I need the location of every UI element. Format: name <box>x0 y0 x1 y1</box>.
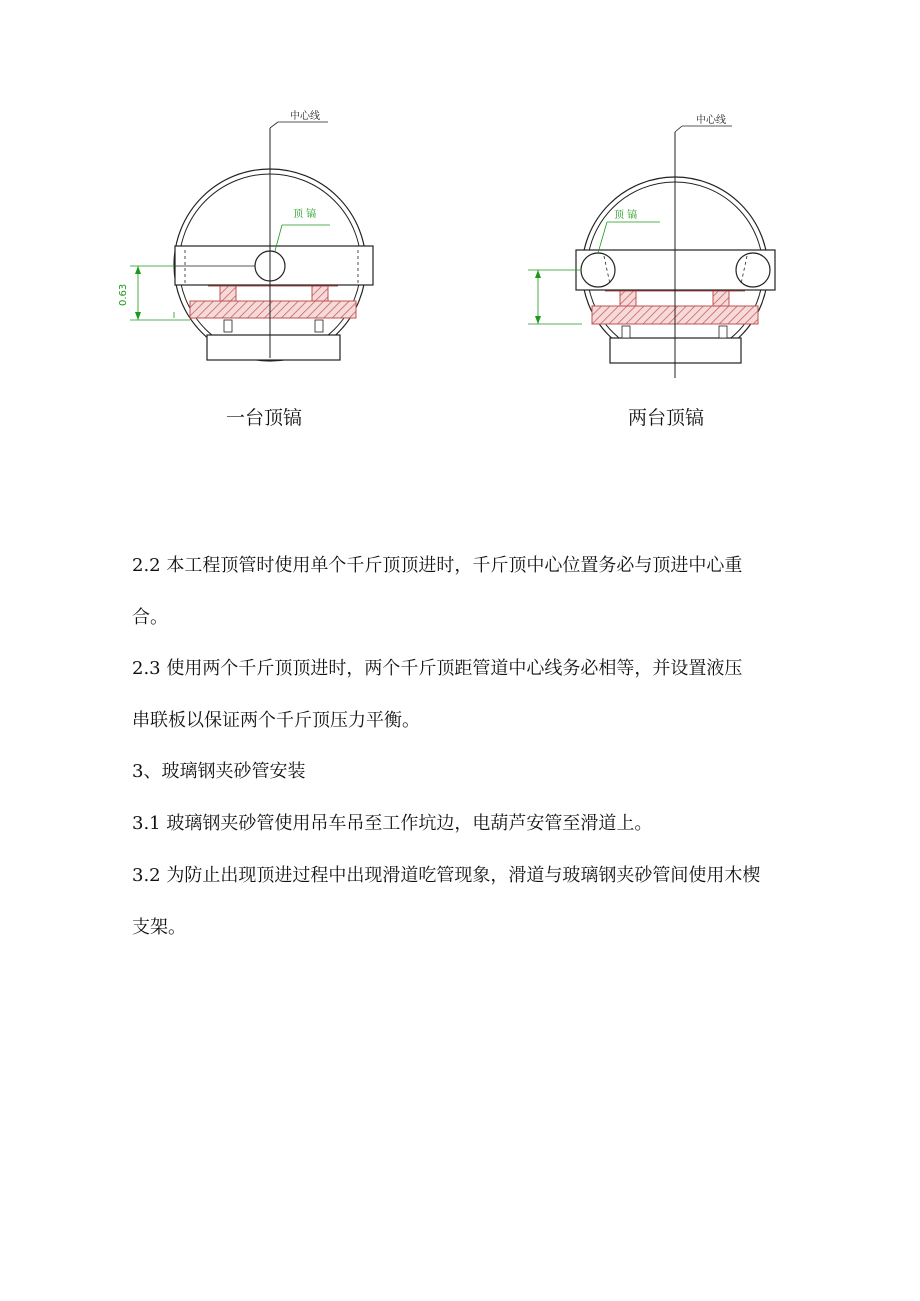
paragraph-3-2 <box>132 850 822 954</box>
base-block <box>207 335 340 360</box>
caption-single-jack: 一台顶镐 <box>226 407 303 429</box>
paragraph-line: 支架。 <box>132 917 186 938</box>
paragraph-3-1 <box>132 798 822 850</box>
paragraph-2-2 <box>132 540 822 644</box>
jack-label: 顶 镐 <box>293 209 317 220</box>
paragraph-line: 串联板以保证两个千斤顶压力平衡。 <box>132 710 420 731</box>
centerline-label: 中心线 <box>290 111 320 122</box>
paragraph-line: 3.1 玻璃钢夹砂管使用吊车吊至工作坑边，电葫芦安管至滑道上。 <box>132 813 653 834</box>
figure-single-jack <box>100 100 400 390</box>
paragraph-line: 2.3 使用两个千斤顶顶进时，两个千斤顶距管道中心线务必相等，并设置液压 <box>132 658 743 679</box>
two-jacks-diagram <box>510 100 810 390</box>
paragraph-line: 2.2 本工程顶管时使用单个千斤顶顶进时，千斤顶中心位置务必与顶进中心重 <box>132 555 743 576</box>
paragraph-line: 合。 <box>132 607 168 628</box>
dimension-label: 0.63 <box>118 283 129 306</box>
caption-two-jacks: 两台顶镐 <box>628 407 705 429</box>
section-heading-3 <box>132 746 822 798</box>
single-jack-diagram <box>100 100 400 390</box>
figure-two-jacks <box>510 100 810 390</box>
centerline-label: 中心线 <box>696 115 726 126</box>
paragraph-line: 3.2 为防止出现顶进过程中出现滑道吃管现象，滑道与玻璃钢夹砂管间使用木楔 <box>132 865 761 886</box>
slide-plate <box>190 301 356 318</box>
support-post-right <box>713 289 729 306</box>
paragraph-line: 3、玻璃钢夹砂管安装 <box>132 761 306 782</box>
paragraph-2-3 <box>132 643 822 747</box>
support-post-left <box>620 289 636 306</box>
jack-label: 顶 镐 <box>614 210 638 221</box>
